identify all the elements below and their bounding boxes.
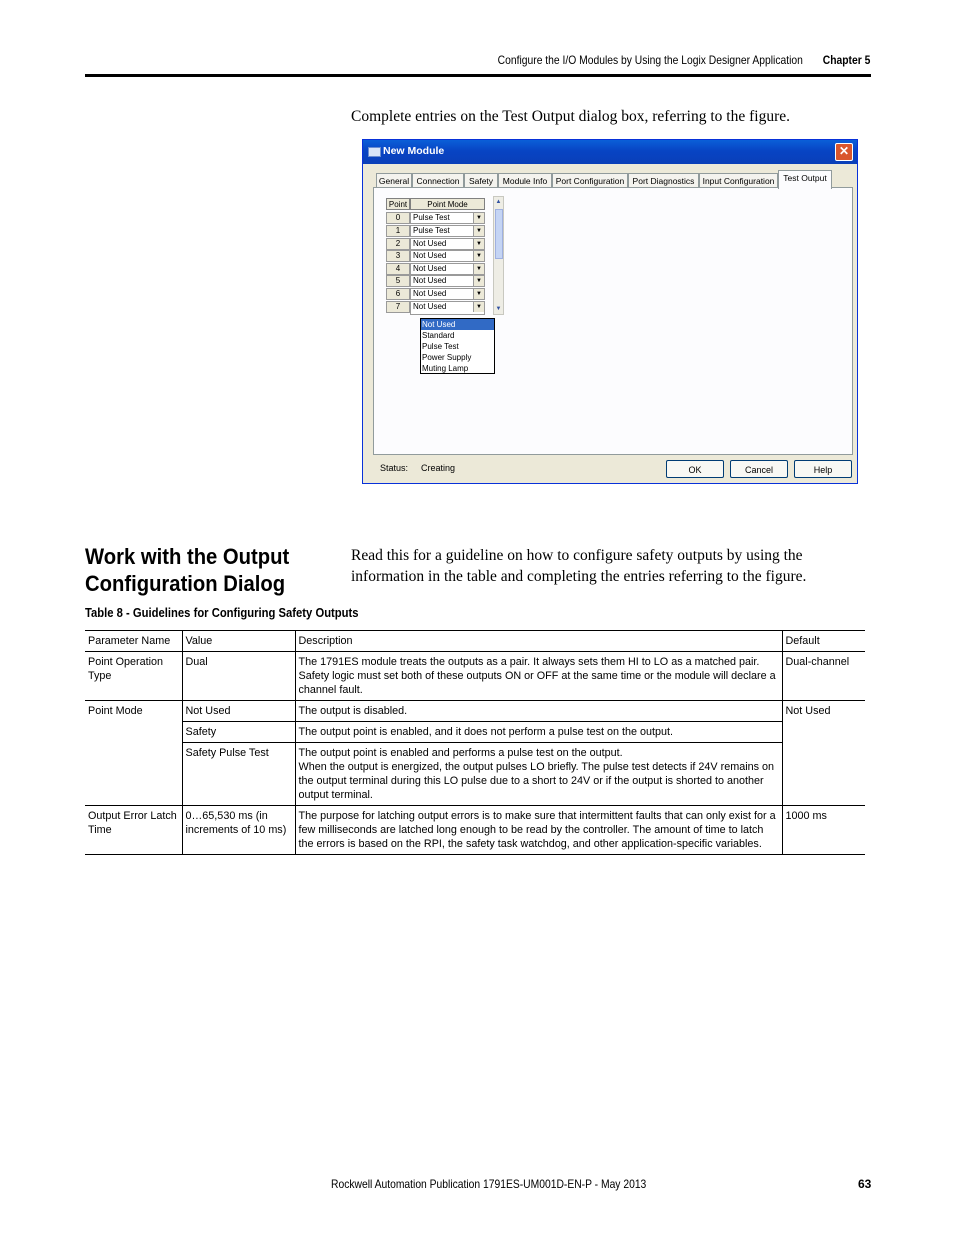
grid-point-cell: 3 xyxy=(386,250,410,262)
value-cell: Safety xyxy=(182,722,295,743)
point-mode-dropdown-list xyxy=(420,318,495,374)
grid-point-cell: 0 xyxy=(386,212,410,224)
chevron-down-icon[interactable]: ▼ xyxy=(473,302,484,312)
point-mode-select[interactable] xyxy=(410,238,485,250)
table-caption: Table 8 - Guidelines for Configuring Safety Outputs xyxy=(85,606,359,620)
tab-connection[interactable]: Connection xyxy=(412,173,464,188)
tab-general[interactable]: General xyxy=(376,173,412,188)
grid-point-cell: 5 xyxy=(386,275,410,287)
tab-port-configuration[interactable]: Port Configuration xyxy=(552,173,628,188)
value-cell: Safety Pulse Test xyxy=(182,743,295,806)
point-mode-value: Not Used xyxy=(413,289,447,298)
default-cell: 1000 ms xyxy=(782,806,865,855)
point-mode-select[interactable] xyxy=(410,288,485,300)
tab-input-configuration[interactable]: Input Configuration xyxy=(699,173,778,188)
point-mode-select[interactable] xyxy=(410,263,485,275)
table-row xyxy=(85,652,865,701)
dialog-titlebar[interactable] xyxy=(363,140,857,164)
value-cell: 0…65,530 ms (in increments of 10 ms) xyxy=(182,806,295,855)
chevron-down-icon[interactable]: ▼ xyxy=(473,251,484,261)
point-mode-select[interactable] xyxy=(410,275,485,287)
table-row xyxy=(85,701,865,722)
point-mode-value: Not Used xyxy=(413,251,447,260)
table-row xyxy=(85,806,865,855)
dropdown-option-muting-lamp[interactable]: Muting Lamp xyxy=(422,364,469,373)
chevron-down-icon[interactable]: ▼ xyxy=(473,239,484,249)
running-header xyxy=(0,53,870,69)
point-mode-value: Not Used xyxy=(413,264,447,273)
column-header: Parameter Name xyxy=(85,631,182,652)
param-cell: Point Operation Type xyxy=(85,652,182,701)
intro-text: Complete entries on the Test Output dialog box, referring to the figure. xyxy=(351,108,790,125)
window-icon xyxy=(368,147,381,157)
grid-header-point[interactable]: Point xyxy=(386,198,410,210)
scroll-thumb[interactable] xyxy=(495,209,503,259)
dropdown-option-standard[interactable]: Standard xyxy=(422,331,455,340)
point-mode-value: Not Used xyxy=(413,276,447,285)
grid-point-cell: 6 xyxy=(386,288,410,300)
description-cell: The output point is enabled, and it does not perform a pulse test on the output. xyxy=(295,722,782,743)
column-header: Description xyxy=(295,631,782,652)
test-output-panel xyxy=(373,187,853,455)
section-body: Read this for a guideline on how to configure safety outputs by using the information in the table and completing the entries referring to the figure. xyxy=(351,547,807,585)
cancel-button[interactable]: Cancel xyxy=(730,460,788,478)
default-cell: Dual-channel xyxy=(782,652,865,701)
param-cell: Output Error Latch Time xyxy=(85,806,182,855)
column-header: Default xyxy=(782,631,865,652)
section-heading: Work with the Output Configuration Dialog xyxy=(85,544,290,596)
description-cell: The output point is enabled and performs a pulse test on the output. When the output is energized, the output pulses LO briefly. The pulse test detects if 24V remains on the output terminal during this LO pulse due to a short to 24V or if the output is shorted to another output terminal. xyxy=(295,743,782,806)
grid-header-point-mode[interactable]: Point Mode xyxy=(410,198,485,210)
point-mode-value: Not Used xyxy=(413,239,447,248)
tab-test-output[interactable]: Test Output xyxy=(778,170,832,189)
help-button[interactable]: Help xyxy=(794,460,852,478)
value-cell: Not Used xyxy=(182,701,295,722)
chevron-down-icon[interactable]: ▼ xyxy=(473,289,484,299)
guidelines-table xyxy=(85,630,865,855)
point-mode-select[interactable] xyxy=(410,301,485,315)
status-label: Status: xyxy=(380,463,409,473)
header-rule xyxy=(85,74,871,77)
description-cell: The 1791ES module treats the outputs as a pair. It always sets them HI to LO as a matched pair. Safety logic must set both of these outputs ON or OFF at the same time or the module will declare a channel fault. xyxy=(295,652,782,701)
tab-safety[interactable]: Safety xyxy=(464,173,498,188)
dialog-title: New Module xyxy=(383,145,445,157)
grid-point-cell: 1 xyxy=(386,225,410,237)
chevron-down-icon[interactable]: ▼ xyxy=(473,264,484,274)
tab-module-info[interactable]: Module Info xyxy=(498,173,552,188)
dropdown-option-pulse-test[interactable]: Pulse Test xyxy=(422,342,459,351)
value-cell: Dual xyxy=(182,652,295,701)
grid-point-cell: 2 xyxy=(386,238,410,250)
header-section-title: Configure the I/O Modules by Using the Logix Designer Application xyxy=(497,53,803,67)
param-cell: Point Mode xyxy=(85,701,182,806)
dropdown-option-not-used[interactable]: Not Used xyxy=(421,319,494,330)
grid-point-cell: 7 xyxy=(386,301,410,313)
grid-scrollbar[interactable] xyxy=(493,196,504,315)
grid-point-cell: 4 xyxy=(386,263,410,275)
column-header: Value xyxy=(182,631,295,652)
description-cell: The purpose for latching output errors is to make sure that intermittent faults that can only exist for a few milliseconds are latched long enough to be read by the controller. The amount of time to latch the errors is based on the RPI, the safety task watchdog, and other application-specific variables. xyxy=(295,806,782,855)
scroll-down-icon[interactable]: ▼ xyxy=(495,306,502,312)
point-mode-select[interactable] xyxy=(410,250,485,262)
tab-port-diagnostics[interactable]: Port Diagnostics xyxy=(628,173,699,188)
chevron-down-icon[interactable]: ▼ xyxy=(473,213,484,223)
close-icon[interactable]: ✕ xyxy=(835,143,853,161)
header-chapter: Chapter 5 xyxy=(822,53,870,67)
publication-info: Rockwell Automation Publication 1791ES-UM001D-EN-P - May 2013 xyxy=(331,1177,647,1191)
table-row xyxy=(85,743,865,806)
point-mode-value: Not Used xyxy=(413,302,447,311)
page-number: 63 xyxy=(858,1177,872,1191)
scroll-up-icon[interactable]: ▲ xyxy=(495,199,502,205)
point-mode-select[interactable] xyxy=(410,225,485,237)
point-mode-value: Pulse Test xyxy=(413,226,450,235)
default-cell: Not Used xyxy=(782,701,865,806)
dropdown-option-power-supply[interactable]: Power Supply xyxy=(422,353,472,362)
point-mode-select[interactable] xyxy=(410,212,485,224)
status-value: Creating xyxy=(421,463,456,473)
ok-button[interactable]: OK xyxy=(666,460,724,478)
table-header-row xyxy=(85,631,865,652)
point-mode-value: Pulse Test xyxy=(413,213,450,222)
table-row xyxy=(85,722,865,743)
new-module-dialog xyxy=(362,139,858,484)
description-cell: The output is disabled. xyxy=(295,701,782,722)
chevron-down-icon[interactable]: ▼ xyxy=(473,226,484,236)
chevron-down-icon[interactable]: ▼ xyxy=(473,276,484,286)
